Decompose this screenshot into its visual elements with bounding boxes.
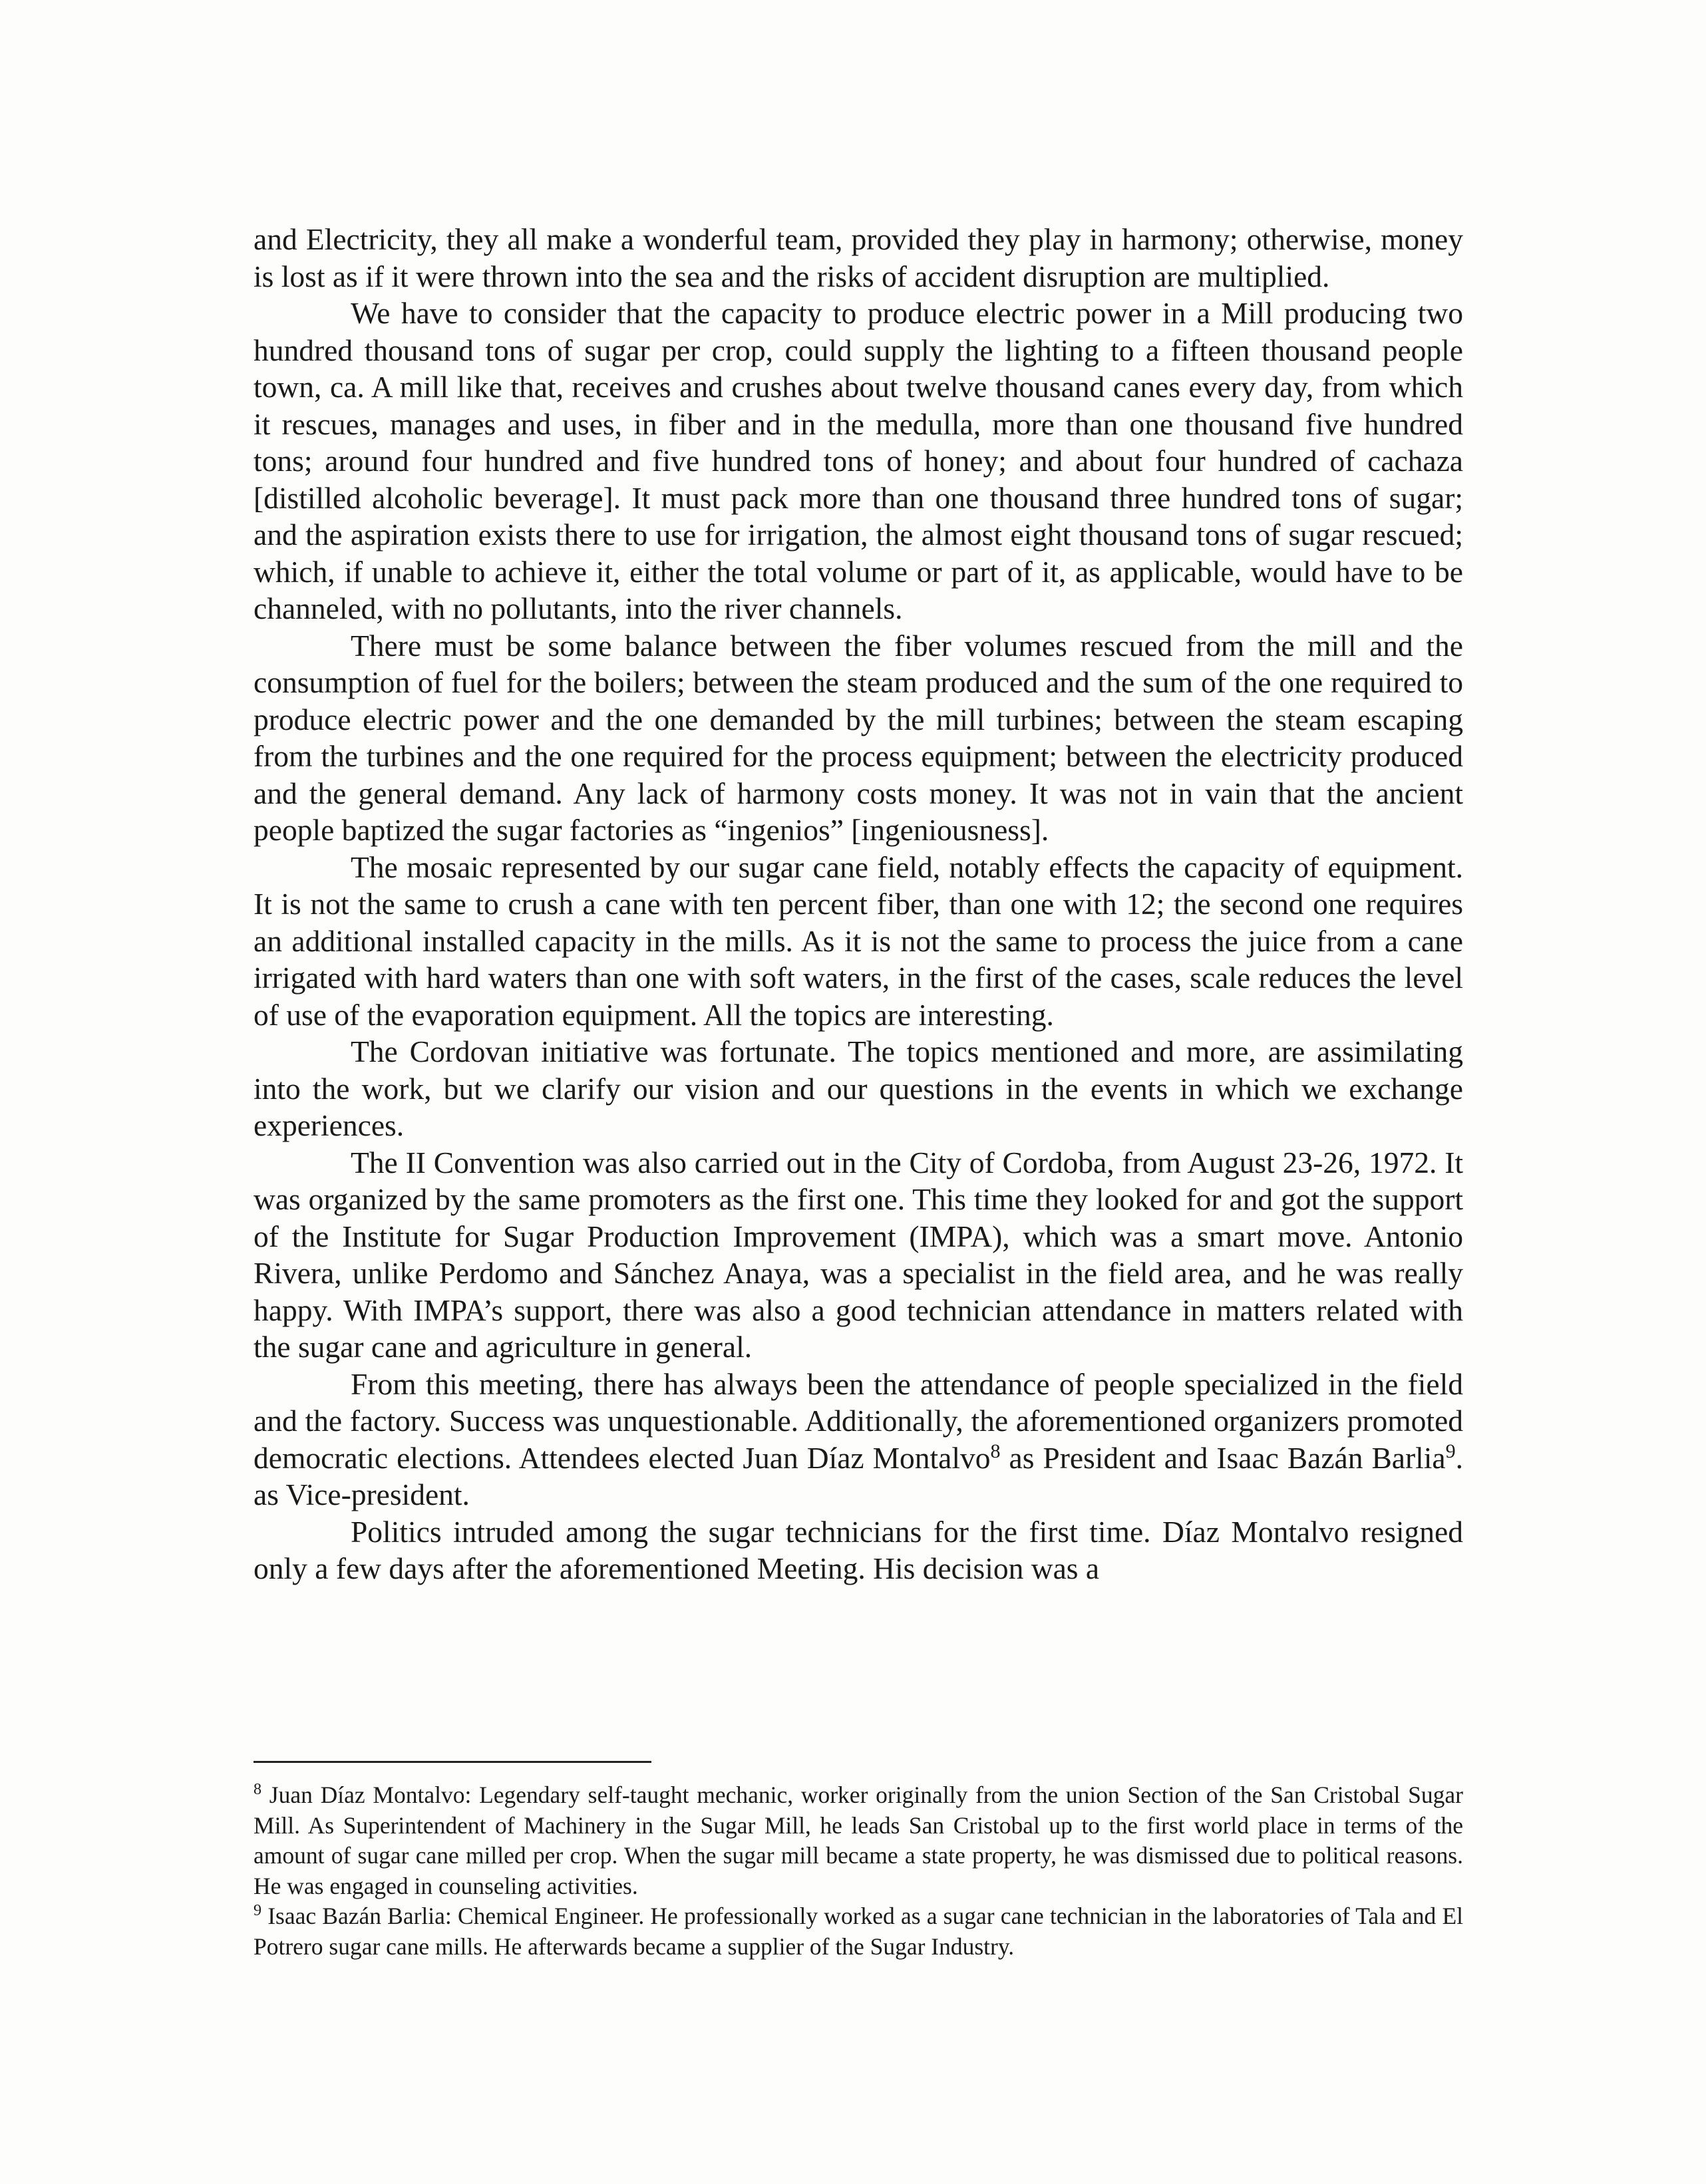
paragraph: The mosaic represented by our sugar cane field, notably effects the capacity of equipment. It is not the same to crush a cane with ten percent fiber, than one with 12; the second one requires an additional installed capacity in the mills. As it is not the same to process the juice from a cane irrigated with hard waters than one with soft waters, in the first of the cases, scale reduces the level of use of the evaporation equipment. All the topics are interesting.	[254, 850, 1463, 1032]
footnote-9	[254, 1901, 1463, 1962]
footnote-ref-8[interactable]: 8	[990, 1440, 1001, 1462]
paragraph-text: as President and Isaac Bazán Barlia	[1000, 1440, 1446, 1475]
paragraph: Politics intruded among the sugar technicians for the first time. Díaz Montalvo resigned only a few days after the aforementioned Meeting. His decision was a	[254, 1514, 1463, 1585]
paragraph: The Cordovan initiative was fortunate. The topics mentioned and more, are assimilating into the work, but we clarify our vision and our questions in the events in which we exchange experiences.	[254, 1034, 1463, 1142]
footnote-text: Juan Díaz Montalvo: Legendary self-taught mechanic, worker originally from the union Section of the San Cristobal Sugar Mill. As Superintendent of Machinery in the Sugar Mill, he leads San Cristobal up to the first world place in terms of the amount of sugar cane milled per crop. When the sugar mill became a state property, he was dismissed due to political reasons. He was engaged in counseling activities.	[254, 1782, 1463, 1899]
footnote-8	[254, 1780, 1463, 1901]
footnote-number: 9	[254, 1902, 261, 1920]
footnote-ref-9[interactable]: 9	[1445, 1440, 1456, 1462]
paragraph-with-footnote-refs	[254, 1366, 1463, 1513]
footnote-number: 8	[254, 1781, 261, 1799]
footnote-divider	[254, 1761, 651, 1763]
paragraph-text: From this meeting, there has always been the attendance of people specialized in the field and the factory. Success was unquestionable. Additionally, the aforementioned organizers promoted democratic elections. Attendees elected Juan Díaz Montalvo	[254, 1366, 1463, 1475]
footnote-text: Isaac Bazán Barlia: Chemical Engineer. He professionally worked as a sugar cane technician in the laboratories of Tala and El Potrero sugar cane mills. He afterwards became a supplier of the Sugar Industry.	[254, 1903, 1463, 1960]
paragraph: The II Convention was also carried out in the City of Cordoba, from August 23-26, 1972. It was organized by the same promoters as the first one. This time they looked for and got the support of the Institute for Sugar Production Improvement (IMPA), which was a smart move. Antonio Rivera, unlike Perdomo and Sánchez Anaya, was a specialist in the field area, and he was really happy. With IMPA’s support, there was also a good technician attendance in matters related with the sugar cane and agriculture in general.	[254, 1145, 1463, 1364]
paragraph: There must be some balance between the fiber volumes rescued from the mill and the consumption of fuel for the boilers; between the steam produced and the sum of the one required to produce electric power and the one demanded by the mill turbines; between the steam escaping from the turbines and the one required for the process equipment; between the electricity produced and the general demand. Any lack of harmony costs money. It was not in vain that the ancient people baptized the sugar factories as “ingenios” [ingeniousness].	[254, 628, 1463, 847]
page-body	[254, 221, 1463, 1587]
paragraph-continued: and Electricity, they all make a wonderful team, provided they play in harmony; otherwise, money is lost as if it were thrown into the sea and the risks of accident disruption are multiplied.	[254, 222, 1463, 293]
body-text	[254, 221, 1463, 1587]
paragraph: We have to consider that the capacity to produce electric power in a Mill producing two hundred thousand tons of sugar per crop, could supply the lighting to a fifteen thousand people town, ca. A mill like that, receives and crushes about twelve thousand canes every day, from which it rescues, manages and uses, in fiber and in the medulla, more than one thousand five hundred tons; around four hundred and five hundred tons of honey; and about four hundred of cachaza [distilled alcoholic beverage]. It must pack more than one thousand three hundred tons of sugar; and the aspiration exists there to use for irrigation, the almost eight thousand tons of sugar rescued; which, if unable to achieve it, either the total volume or part of it, as applicable, would have to be channeled, with no pollutants, into the river channels.	[254, 296, 1463, 625]
footnotes	[254, 1761, 1463, 1962]
paragraph-text: . as Vice-president.	[254, 1440, 1463, 1511]
